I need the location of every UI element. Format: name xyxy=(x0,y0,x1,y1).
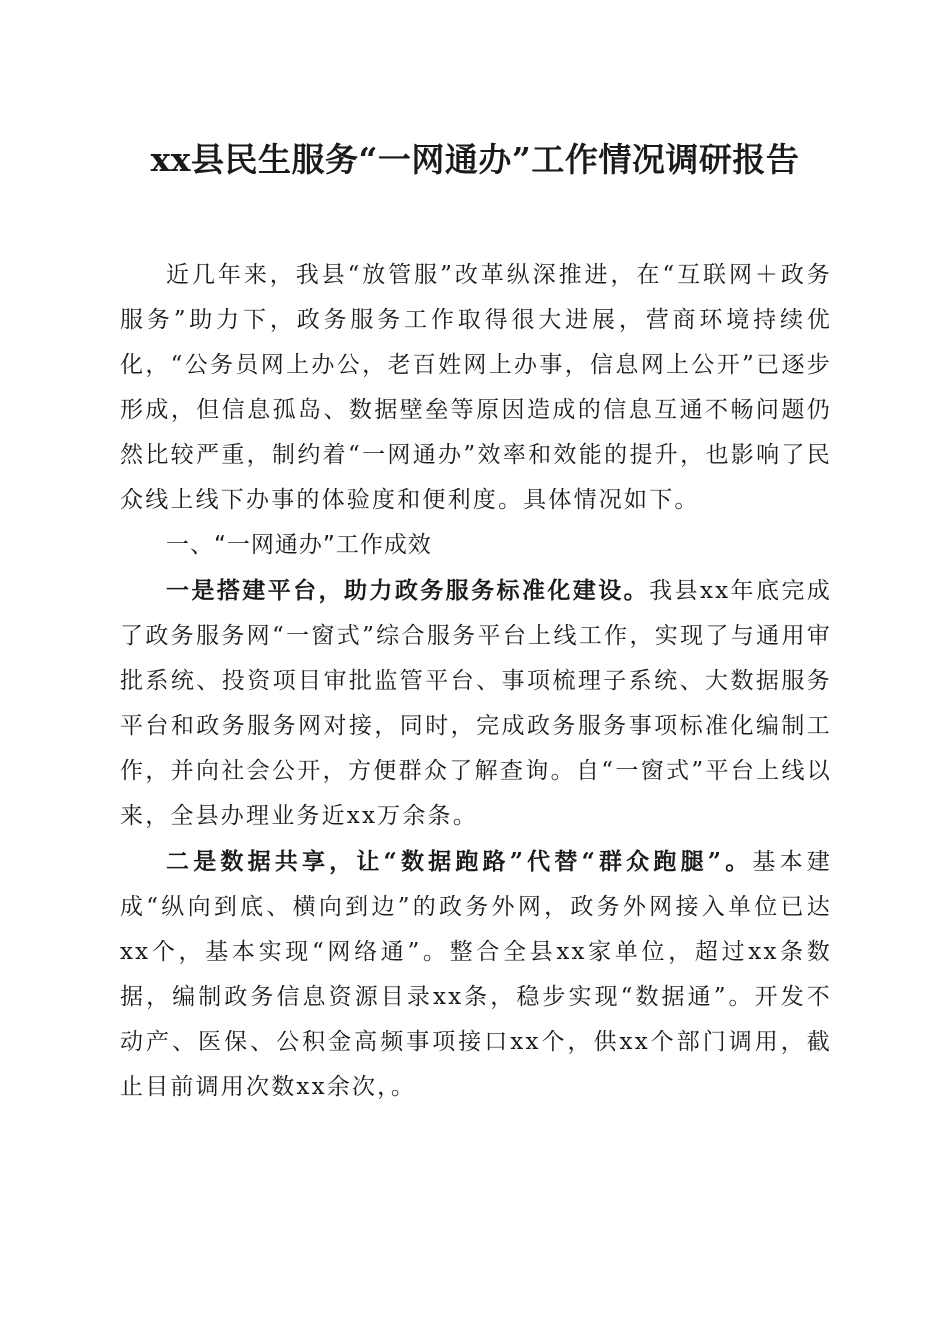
intro-paragraph: 近几年来，我县“放管服”改革纵深推进，在“互联网＋政务服务”助力下，政务服务工作取得很大进展，营商环境持续优化，“公务员网上办公，老百姓网上办事，信息网上公开”已逐步形成，但信息孤岛、数据壁垒等原因造成的信息互通不畅问题仍然比较严重，制约着“一网通办”效率和效能的提升，也影响了民众线上线下办事的体验度和便利度。具体情况如下。 xyxy=(120,262,832,513)
paragraph-text: 我县xx年底完成了政务服务网“一窗式”综合服务平台上线工作，实现了与通用审批系统、投资项目审批监管平台、事项梳理子系统、大数据服务平台和政务服务网对接，同时，完成政务服务事项标准化编制工作，并向社会公开，方便群众了解查询。自“一窗式”平台上线以来，全县办理业务近xx万余条。 xyxy=(120,578,832,829)
achievement-paragraph-2 xyxy=(120,839,832,1110)
document-title: xx县民生服务“一网通办”工作情况调研报告 xyxy=(150,140,800,179)
paragraph-lead: 一是搭建平台，助力政务服务标准化建设。 xyxy=(166,577,650,604)
section-heading: 一、“一网通办”工作成效 xyxy=(166,532,432,558)
achievement-paragraph-1 xyxy=(120,568,832,839)
paragraph-lead: 二是数据共享，让“数据跑路”代替“群众跑腿”。 xyxy=(166,848,753,875)
paragraph-text: 基本建成“纵向到底、横向到边”的政务外网，政务外网接入单位已达xx个，基本实现“网络通”。整合全县xx家单位，超过xx条数据，编制政务信息资源目录xx条，稳步实现“数据通”。开发不动产、医保、公积金高频事项接口xx个，供xx个部门调用，截止目前调用次数xx余次，。 xyxy=(120,849,832,1100)
document-body xyxy=(120,253,832,1110)
